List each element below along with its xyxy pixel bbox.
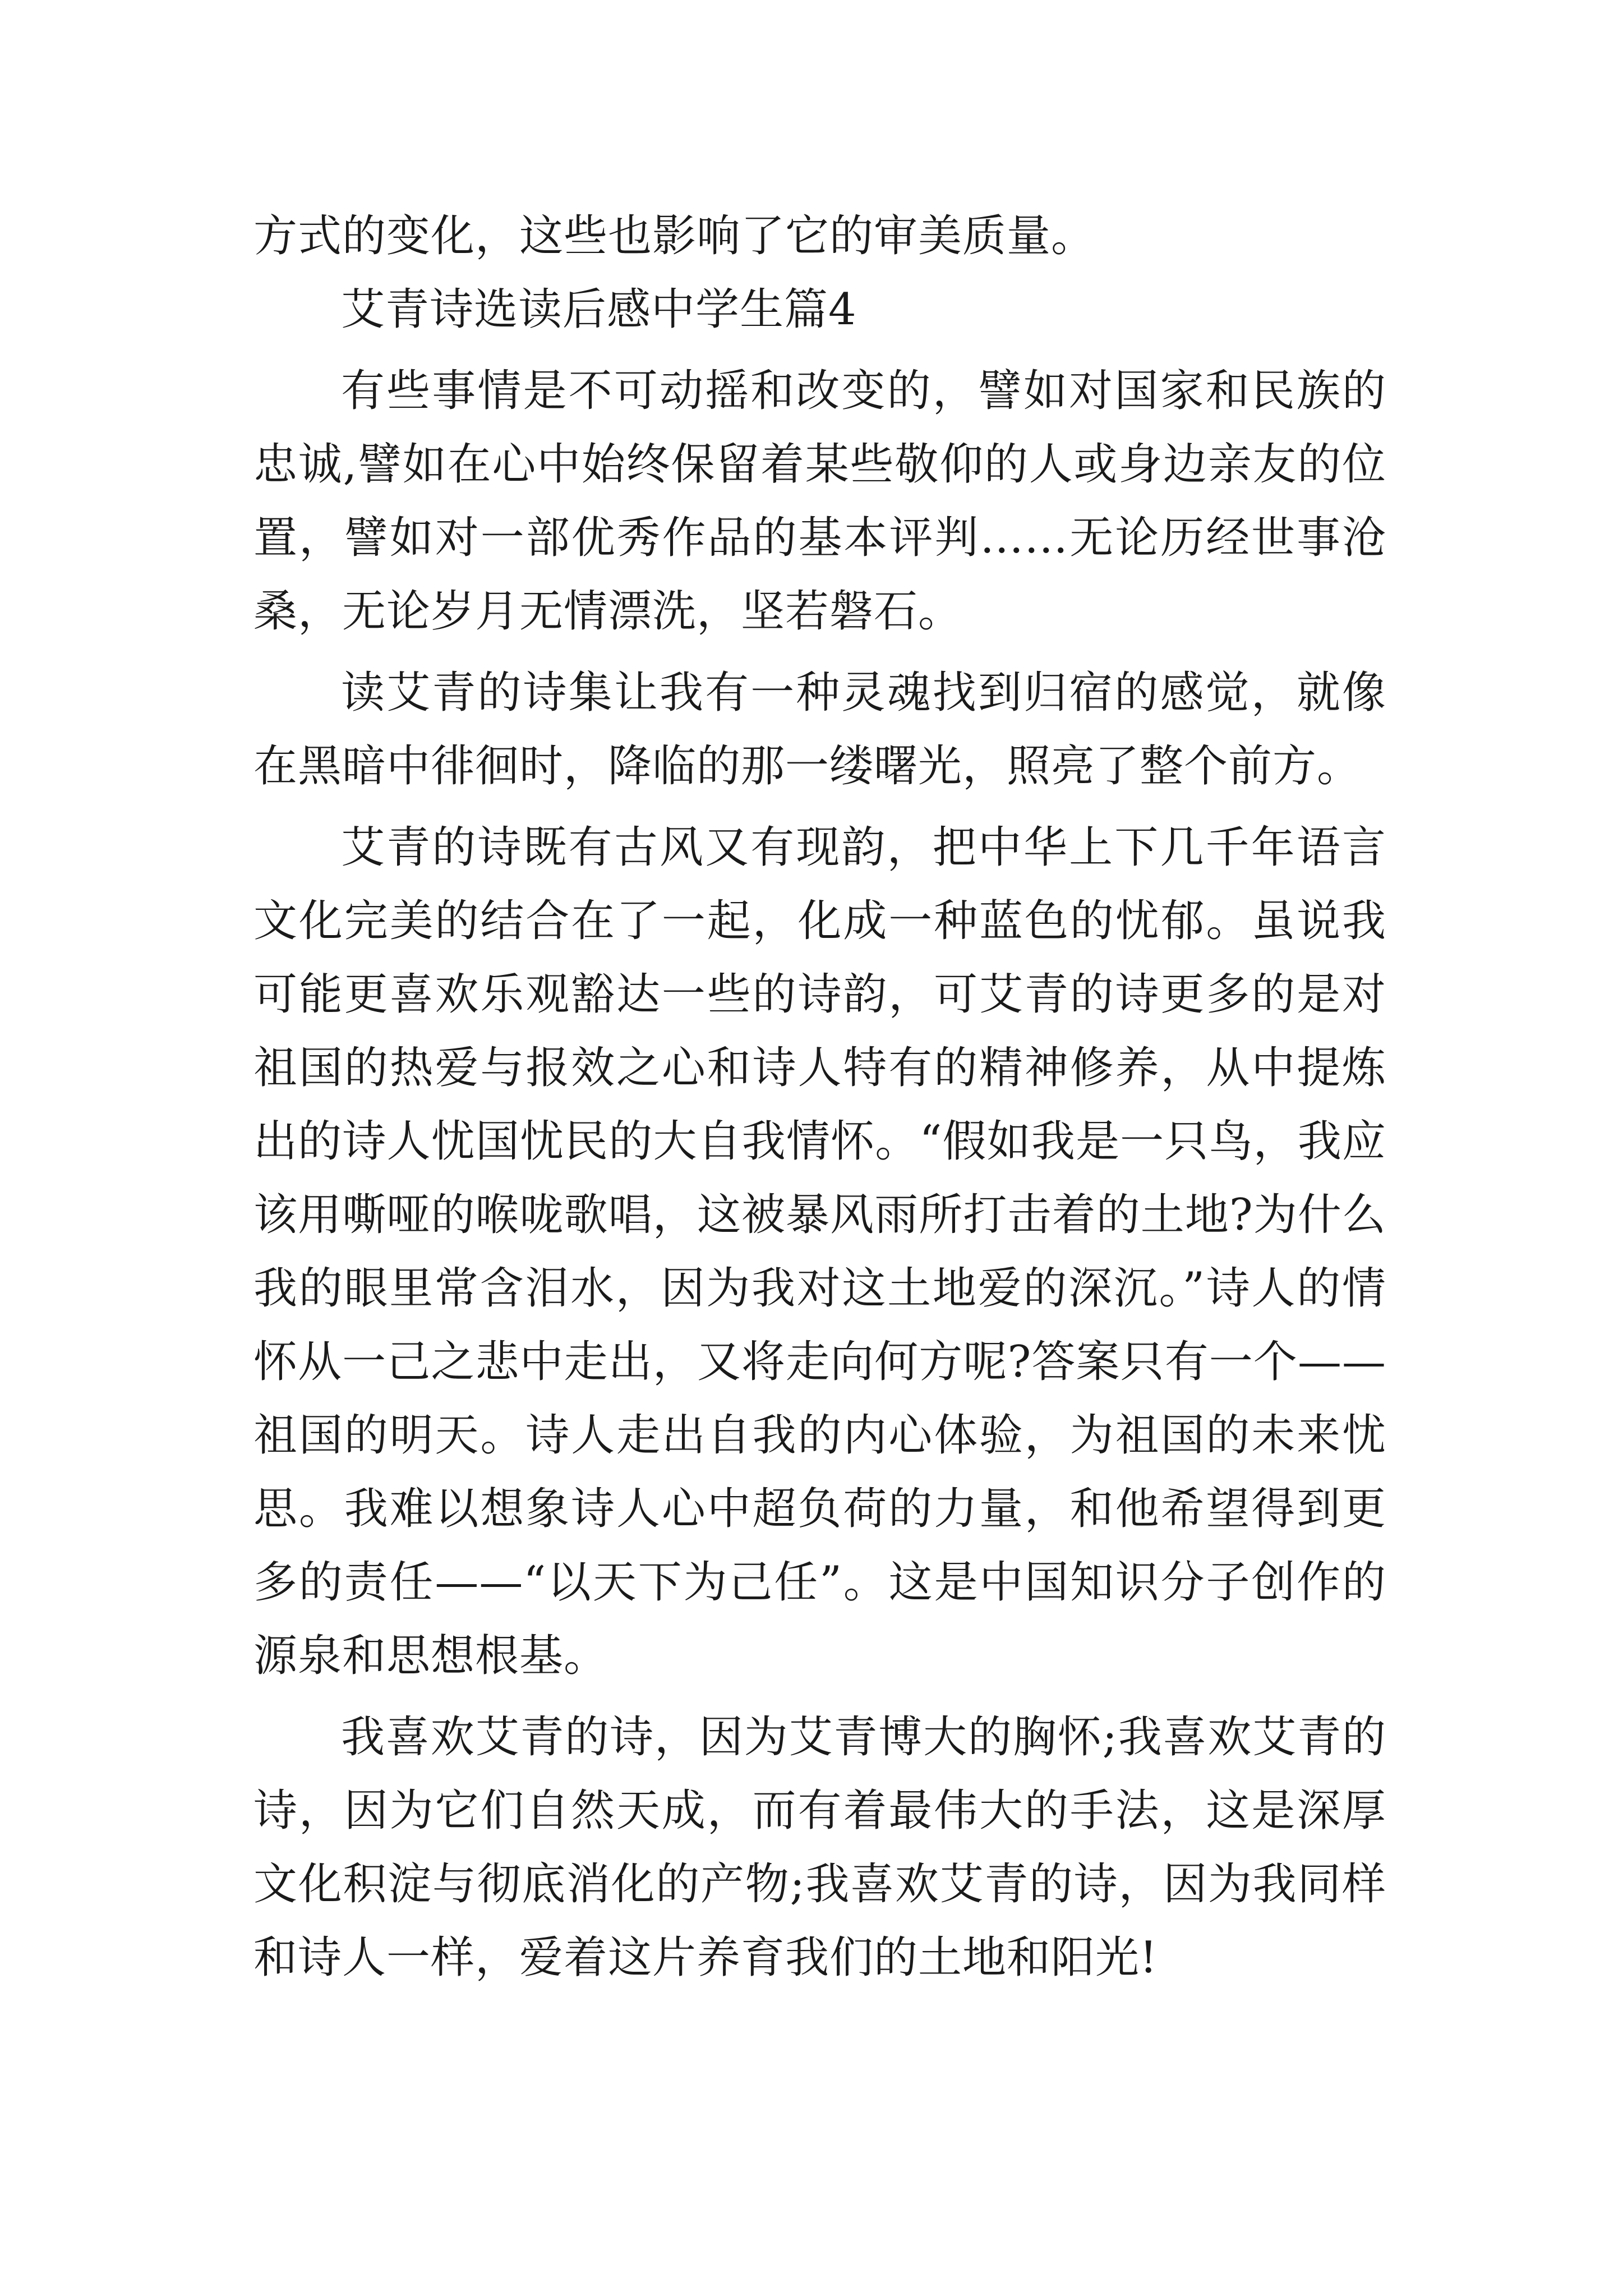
body-paragraph-3: 艾青的诗既有古风又有现韵，把中华上下几千年语言文化完美的结合在了一起，化成一种蓝色的忧郁。虽说我可能更喜欢乐观豁达一些的诗韵，可艾青的诗更多的是对祖国的热爱与报效之心和诗人特有的精神修养，从中提炼出的诗人忧国忧民的大自我情怀。“假如我是一只鸟，我应该用嘶哑的喉咙歌唱，这被暴风雨所打击着的土地?为什么我的眼里常含泪水，因为我对这土地爱的深沉。”诗人的情怀从一己之悲中走出，又将走向何方呢?答案只有一个——祖国的明天。诗人走出自我的内心体验，为祖国的未来忧思。我难以想象诗人心中超负荷的力量，和他希望得到更多的责任——“以天下为己任”。这是中国知识分子创作的源泉和思想根基。 bbox=[253, 822, 1386, 1681]
body-paragraph-1: 有些事情是不可动摇和改变的，譬如对国家和民族的忠诚,譬如在心中始终保留着某些敬仰的人或身边亲友的位置，譬如对一部优秀作品的基本评判……无论历经世事沧桑，无论岁月无情漂洗，坚若磐石。 bbox=[253, 366, 1386, 637]
continued-paragraph: 方式的变化，这些也影响了它的审美质量。 bbox=[253, 211, 1096, 261]
document-body bbox=[253, 200, 1386, 1995]
section-heading: 艾青诗选读后感中学生篇4 bbox=[341, 284, 857, 335]
body-paragraph-2: 读艾青的诗集让我有一种灵魂找到归宿的感觉，就像在黑暗中徘徊时，降临的那一缕曙光，照亮了整个前方。 bbox=[253, 668, 1386, 792]
body-paragraph-4: 我喜欢艾青的诗，因为艾青博大的胸怀;我喜欢艾青的诗，因为它们自然天成，而有着最伟大的手法，这是深厚文化积淀与彻底消化的产物;我喜欢艾青的诗，因为我同样和诗人一样，爱着这片养育我们的土地和阳光! bbox=[253, 1712, 1386, 1983]
